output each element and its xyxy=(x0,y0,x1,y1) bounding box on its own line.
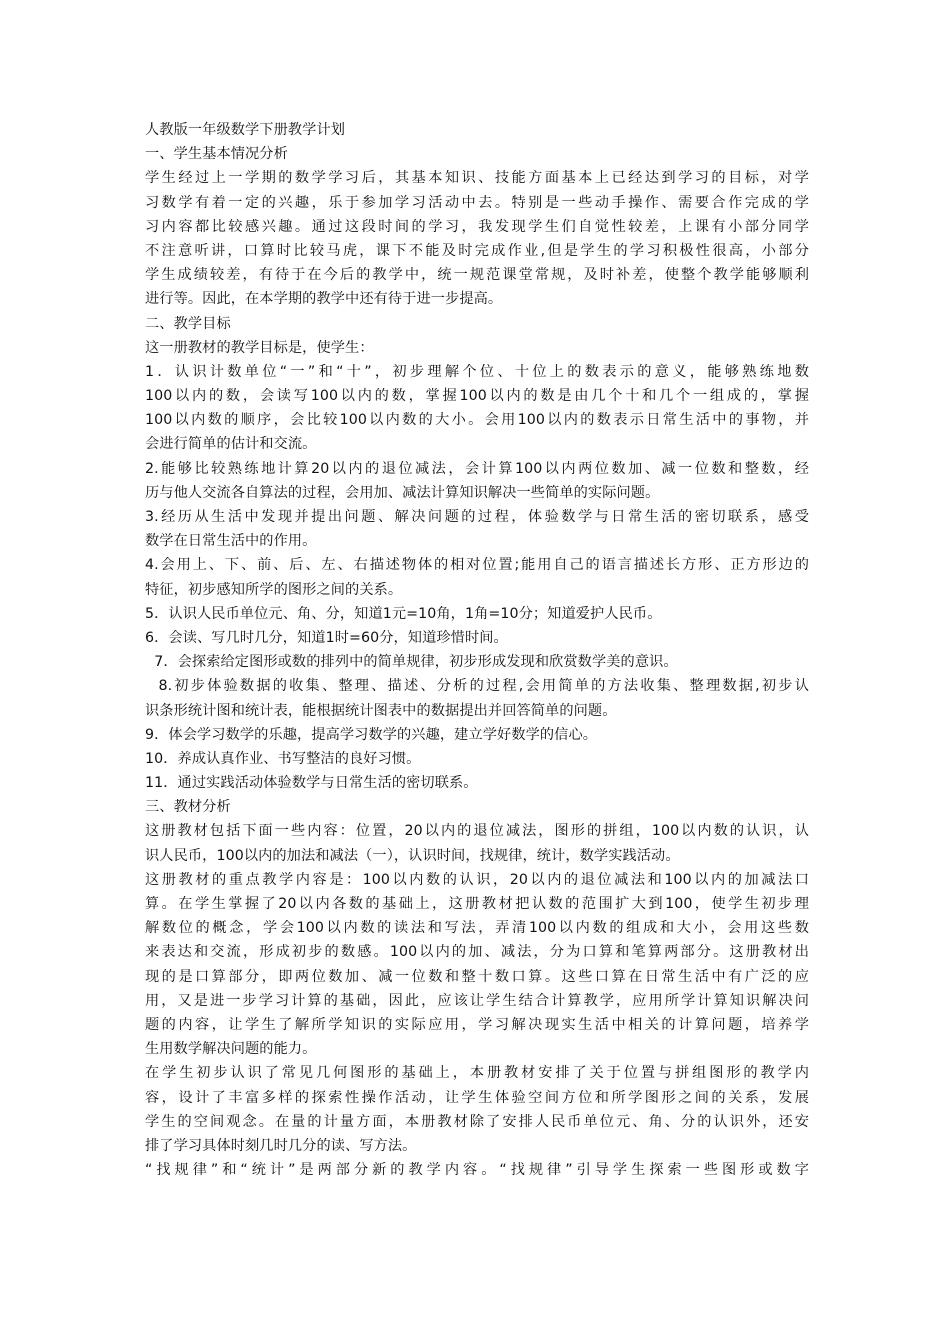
list-item-line: 100以内数的顺序，会比较100以内数的大小。会用100以内的数表示日常生活中的事物，并 xyxy=(145,412,809,429)
list-item-line: 100以内的数，会读写100以内的数，掌握100以内的数是由几个十和几个一组成的，掌握 xyxy=(145,388,809,405)
paragraph-line: 题的内容，让学生了解所学知识的实际应用，学习解决现实生活中相关的计算问题，培养学 xyxy=(145,1016,809,1033)
paragraph-line: 这册教材包括下面一些内容：位置，20以内的退位减法，图形的拼组，100以内数的认识，认 xyxy=(145,823,809,840)
paragraph-line: 生用数学解决问题的能力。 xyxy=(145,1041,317,1058)
document-body xyxy=(145,118,809,1182)
paragraph-line: “找规律”和“统计”是两部分新的教学内容。“找规律”引导学生探索一些图形或数字 xyxy=(145,1162,809,1179)
list-item-line: 会进行简单的估计和交流。 xyxy=(145,436,317,453)
list-item-line: 5．认识人民币单位元、角、分，知道1元=10角，1角=10分；知道爱护人民币。 xyxy=(145,605,662,622)
paragraph-line: 排了学习具体时刻几时几分的读、写方法。 xyxy=(145,1137,417,1154)
paragraph-line: 用，又是进一步学习计算的基础，因此，应该让学生结合计算教学，应用所学计算知识解决问 xyxy=(145,992,809,1009)
paragraph-line: 不注意听讲，口算时比较马虎，课下不能及时完成作业,但是学生的学习积极性很高，小部分 xyxy=(145,242,809,259)
paragraph-line: 学生经过上一学期的数学学习后，其基本知识、技能方面基本上已经达到学习的目标，对学 xyxy=(145,170,809,187)
section-heading: 三、教材分析 xyxy=(145,799,231,816)
paragraph-line: 在学生初步认识了常见几何图形的基础上，本册教材安排了关于位置与拼组图形的教学内 xyxy=(145,1065,809,1082)
list-item-line: 10．养成认真作业、书写整洁的良好习惯。 xyxy=(145,750,421,767)
paragraph-line: 解数位的概念，学会100以内数的读法和写法，弄清100以内数的组成和大小，会用这些数 xyxy=(145,920,809,937)
list-item-line: 识条形统计图和统计表，能根据统计图表中的数据提出并回答简单的问题。 xyxy=(145,702,617,719)
paragraph-line: 学生的空间观念。在量的计量方面，本册教材除了安排人民币单位元、角、分的认识外，还安 xyxy=(145,1113,809,1130)
list-item-line: 6．会读、写几时几分，知道1时=60分，知道珍惜时间。 xyxy=(145,629,508,646)
paragraph-line: 现的是口算部分，即两位数加、减一位数和整十数口算。这些口算在日常生活中有广泛的应 xyxy=(145,968,809,985)
paragraph-line: 容，设计了丰富多样的探索性操作活动，让学生体验空间方位和所学图形之间的关系，发展 xyxy=(145,1089,809,1106)
paragraph-line: 这册教材的重点教学内容是：100以内数的认识，20以内的退位减法和100以内的加减法口 xyxy=(145,871,809,888)
list-item-line: 7．会探索给定图形或数的排列中的简单规律，初步形成发现和欣赏数学美的意识。 xyxy=(145,654,678,671)
paragraph-line: 来表达和交流，形成初步的数感。100以内的加、减法，分为口算和笔算两部分。这册教材出 xyxy=(145,944,809,961)
list-item-line: 11．通过实践活动体验数学与日常生活的密切联系。 xyxy=(145,775,478,792)
paragraph-line: 这一册教材的教学目标是，使学生： xyxy=(145,339,374,356)
list-item-line: 1．认识计数单位“一”和“十”，初步理解个位、十位上的数表示的意义，能够熟练地数 xyxy=(145,363,809,380)
paragraph-line: 识人民币，100以内的加法和减法（一），认识时间，找规律，统计，数学实践活动。 xyxy=(145,847,680,864)
paragraph-line: 算。在学生掌握了20以内各数的基础上，这册教材把认数的范围扩大到100，使学生初步理 xyxy=(145,896,809,912)
section-heading: 一、学生基本情况分析 xyxy=(145,146,288,163)
list-item-line: 数学在日常生活中的作用。 xyxy=(145,533,317,550)
section-heading: 二、教学目标 xyxy=(145,315,231,332)
list-item-line: 历与他人交流各自算法的过程，会用加、减法计算知识解决一些简单的实际问题。 xyxy=(145,484,660,501)
list-item-line: 特征，初步感知所学的图形之间的关系。 xyxy=(145,581,403,598)
paragraph-line: 习数学有着一定的兴趣，乐于参加学习活动中去。特别是一些动手操作、需要合作完成的学 xyxy=(145,194,809,211)
paragraph-line: 习内容都比较感兴趣。通过这段时间的学习，我发现学生们自觉性较差，上课有小部分同学 xyxy=(145,218,809,235)
document-title: 人教版一年级数学下册教学计划 xyxy=(145,122,346,138)
list-item-line: 3.经历从生活中发现并提出问题、解决问题的过程，体验数学与日常生活的密切联系，感受 xyxy=(145,509,809,525)
list-item-line: 8.初步体验数据的收集、整理、描述、分析的过程,会用简单的方法收集、整理数据,初步认 xyxy=(145,678,809,695)
list-item-line: 9．体会学习数学的乐趣，提高学习数学的兴趣，建立学好数学的信心。 xyxy=(145,726,598,743)
paragraph-line: 进行等。因此，在本学期的教学中还有待于进一步提高。 xyxy=(145,291,503,308)
list-item-line: 2.能够比较熟练地计算20以内的退位减法，会计算100以内两位数加、减一位数和整数，经 xyxy=(145,460,809,477)
list-item-line: 4.会用上、下、前、后、左、右描述物体的相对位置;能用自己的语言描述长方形、正方形边的 xyxy=(145,557,809,574)
paragraph-line: 学生成绩较差，有待于在今后的教学中，统一规范课堂常规，及时补差，使整个教学能够顺利 xyxy=(145,267,809,284)
